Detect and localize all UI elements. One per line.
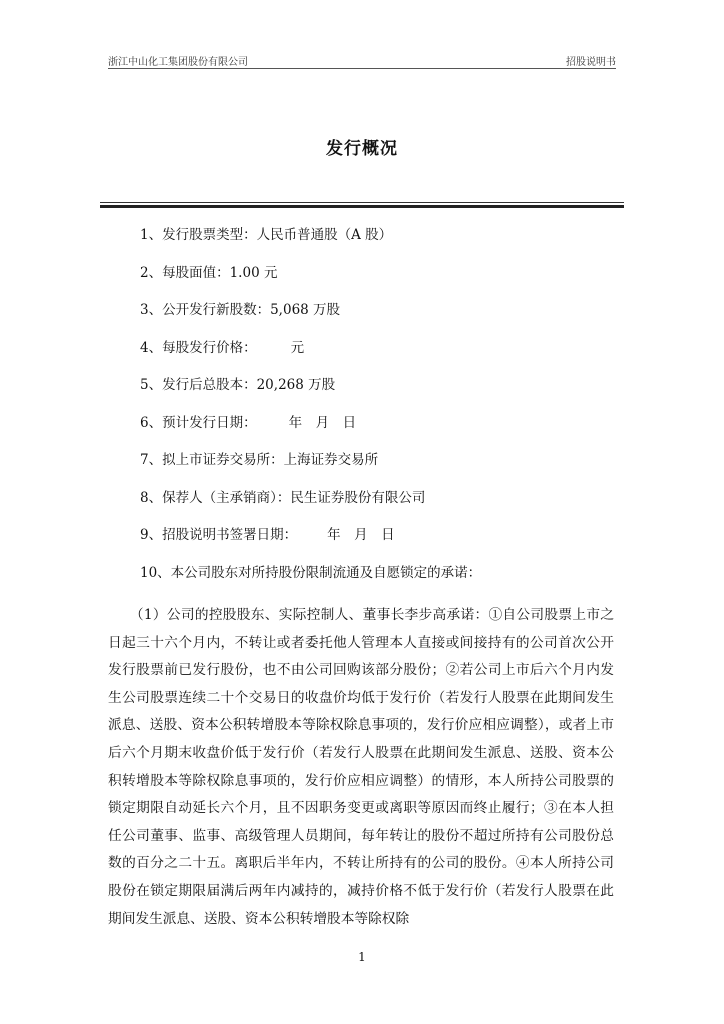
list-item-stock-type — [140, 226, 624, 264]
item-value: 年 月 日 — [288, 414, 357, 431]
header-divider — [108, 68, 616, 69]
list-item-par-value — [140, 264, 624, 302]
item-value: 元 — [290, 339, 305, 356]
item-label: 10、本公司股东对所持股份限制流通及自愿锁定的承诺： — [140, 564, 482, 581]
item-value: 1.00 元 — [229, 264, 278, 281]
item-label: 7、拟上市证券交易所： — [140, 452, 284, 468]
item-label: 3、公开发行新股数： — [140, 302, 271, 318]
item-value: 20,268 万股 — [256, 377, 336, 393]
item-label: 5、发行后总股本： — [140, 377, 257, 393]
item-label: 2、每股面值： — [140, 264, 230, 281]
item-value: 5,068 万股 — [270, 302, 341, 318]
page-number: 1 — [358, 950, 366, 964]
item-label: 8、保荐人（主承销商）： — [140, 489, 291, 506]
list-item-signing-date — [140, 526, 624, 564]
title-divider-thick — [100, 205, 624, 208]
commitment-paragraph: （1）公司的控股股东、实际控制人、董事长李步高承诺：①自公司股票上市之日起三十六个月内，不转让或者委托他人管理本人直接或间接持有的公司首次公开发行股票前已发行股份，也不由公司回购该部分股份；②若公司上市后六个月内发生公司股票连续二十个交易日的收盘价均低于发行价（若发行人股票在此期间发生派息、送股、资本公积转增股本等除权除息事项的，发行价应相应调整），或者上市后六个月期末收盘价低于发行价（若发行人股票在此期间发生派息、送股、资本公积转增股本等除权除息事项的，发行价应相应调整）的情形，本人所持公司股票的锁定期限自动延长六个月，且不因职务变更或离职等原因而终止履行；③在本人担任公司董事、监事、高级管理人员期间，每年转让的股份不超过所持有公司股份总数的百分之二十五。离职后半年内，不转让所持有的公司的股份。④本人所持公司股份在锁定期限届满后两年内减持的，减持价格不低于发行价（若发行人股票在此期间发生派息、送股、资本公积转增股本等除权除 — [108, 607, 614, 927]
item-value: 年 月 日 — [327, 527, 395, 543]
list-item-issue-price — [140, 339, 624, 377]
list-item-lockup-commitments — [140, 564, 624, 602]
item-label: 4、每股发行价格： — [140, 339, 257, 356]
list-item-exchange — [140, 451, 624, 489]
list-item-issue-date — [140, 414, 624, 452]
list-item-total-shares — [140, 376, 624, 414]
item-label: 9、招股说明书签署日期： — [140, 527, 298, 543]
header-document-type: 招股说明书 — [566, 57, 616, 68]
title-divider-thin — [100, 202, 624, 203]
item-label: 1、发行股票类型： — [140, 227, 257, 243]
item-value: 民生证券股份有限公司 — [290, 489, 426, 506]
item-value: 上海证券交易所 — [283, 452, 379, 468]
item-label: 6、预计发行日期： — [140, 414, 257, 431]
page-header — [108, 52, 616, 68]
page-title: 发行概况 — [326, 139, 398, 159]
item-value: 人民币普通股（A 股） — [256, 227, 393, 243]
offering-summary-list — [140, 226, 624, 601]
list-item-new-shares — [140, 301, 624, 339]
list-item-sponsor — [140, 489, 624, 527]
header-company-name: 浙江中山化工集团股份有限公司 — [108, 57, 248, 68]
